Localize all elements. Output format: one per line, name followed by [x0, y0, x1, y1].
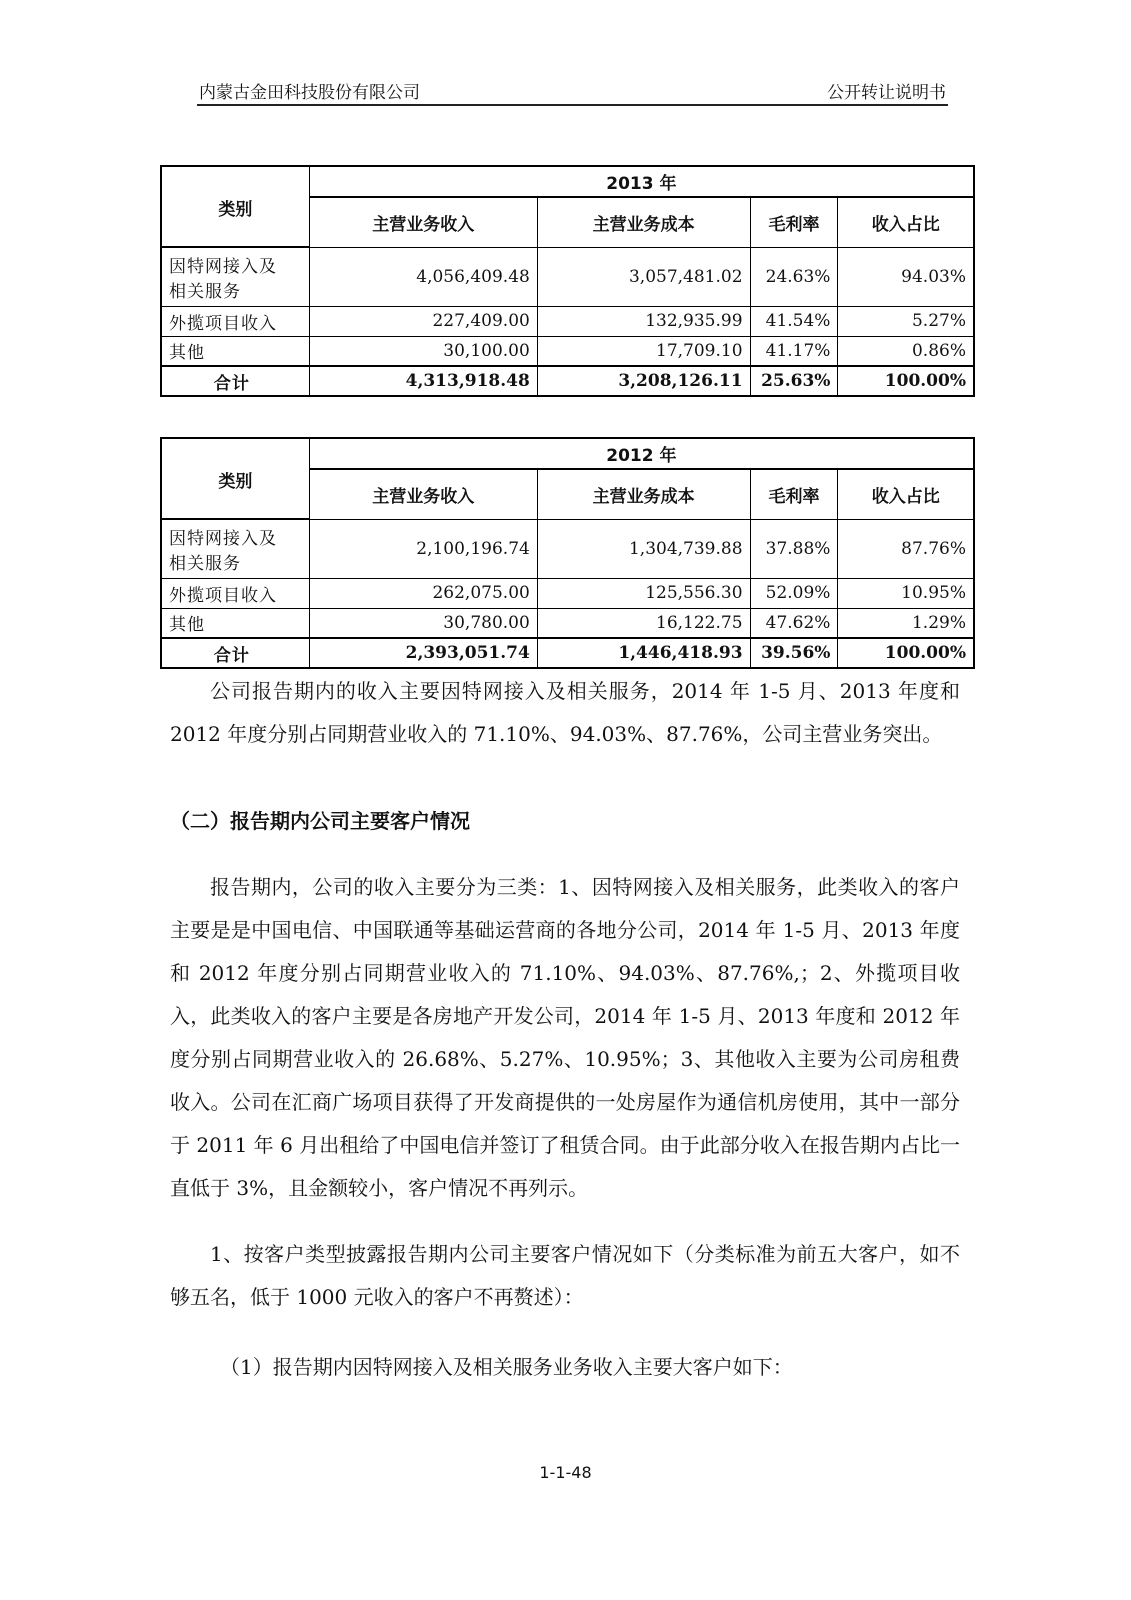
total-margin: 25.63% [750, 366, 838, 396]
col-cost-header: 主营业务成本 [537, 469, 750, 519]
revenue-table-2013 [160, 165, 975, 397]
share-cell: 10.95% [838, 578, 974, 608]
revenue-cell: 227,409.00 [309, 306, 537, 336]
row-label-line1: 因特网接入及 [169, 528, 277, 549]
margin-cell: 41.17% [750, 336, 838, 366]
col-revenue-header: 主营业务收入 [309, 469, 537, 519]
revenue-cell: 30,100.00 [309, 336, 537, 366]
total-row [161, 638, 974, 668]
page-header [197, 76, 948, 106]
table-row [161, 336, 974, 366]
margin-cell: 52.09% [750, 578, 838, 608]
total-share: 100.00% [838, 638, 974, 668]
share-cell: 0.86% [838, 336, 974, 366]
total-share: 100.00% [838, 366, 974, 396]
total-label: 合计 [161, 638, 309, 668]
share-cell: 87.76% [838, 519, 974, 578]
margin-cell: 37.88% [750, 519, 838, 578]
col-share-header: 收入占比 [838, 469, 974, 519]
total-margin: 39.56% [750, 638, 838, 668]
cost-cell: 16,122.75 [537, 608, 750, 638]
col-share-header: 收入占比 [838, 197, 974, 247]
revenue-cell: 30,780.00 [309, 608, 537, 638]
cost-cell: 132,935.99 [537, 306, 750, 336]
page-number: 1-1-48 [539, 1463, 592, 1482]
category-header: 类别 [161, 438, 309, 519]
row-label: 其他 [161, 608, 309, 638]
total-cost: 3,208,126.11 [537, 366, 750, 396]
row-label: 外揽项目收入 [161, 306, 309, 336]
row-label-line2: 相关服务 [169, 281, 241, 302]
cost-cell: 3,057,481.02 [537, 247, 750, 306]
revenue-cell: 262,075.00 [309, 578, 537, 608]
table-row [161, 608, 974, 638]
disclosure-paragraph [170, 1233, 960, 1319]
document-type: 公开转让说明书 [827, 83, 946, 103]
margin-cell: 47.62% [750, 608, 838, 638]
cost-cell: 1,304,739.88 [537, 519, 750, 578]
cost-cell: 125,556.30 [537, 578, 750, 608]
paragraph-text: 公司报告期内的收入主要因特网接入及相关服务，2014 年 1-5 月、2013 年度和 2012 年度分别占同期营业收入的 71.10%、94.03%、87.76%，公司主营业务突出。 [170, 679, 960, 746]
revenue-table-2012 [160, 437, 975, 669]
row-label [161, 519, 309, 578]
total-revenue: 2,393,051.74 [309, 638, 537, 668]
revenue-cell: 2,100,196.74 [309, 519, 537, 578]
table-row [161, 578, 974, 608]
total-cost: 1,446,418.93 [537, 638, 750, 668]
paragraph-text: 1、按客户类型披露报告期内公司主要客户情况如下（分类标准为前五大客户，如不够五名，低于 1000 元收入的客户不再赘述）： [170, 1242, 960, 1309]
summary-paragraph [170, 670, 960, 756]
revenue-cell: 4,056,409.48 [309, 247, 537, 306]
subsection-paragraph [170, 1346, 960, 1389]
year-header: 2012 年 [309, 438, 974, 469]
share-cell: 5.27% [838, 306, 974, 336]
table-row [161, 247, 974, 306]
row-label: 外揽项目收入 [161, 578, 309, 608]
row-label [161, 247, 309, 306]
share-cell: 1.29% [838, 608, 974, 638]
col-margin-header: 毛利率 [750, 469, 838, 519]
year-header: 2013 年 [309, 166, 974, 197]
total-row [161, 366, 974, 396]
table-row [161, 306, 974, 336]
row-label-line1: 因特网接入及 [169, 256, 277, 277]
row-label: 其他 [161, 336, 309, 366]
col-revenue-header: 主营业务收入 [309, 197, 537, 247]
customer-paragraph [170, 866, 960, 1210]
margin-cell: 41.54% [750, 306, 838, 336]
col-margin-header: 毛利率 [750, 197, 838, 247]
margin-cell: 24.63% [750, 247, 838, 306]
table-row [161, 519, 974, 578]
section-title: （二）报告期内公司主要客户情况 [170, 809, 470, 833]
paragraph-text: 报告期内，公司的收入主要分为三类：1、因特网接入及相关服务，此类收入的客户主要是是中国电信、中国联通等基础运营商的各地分公司，2014 年 1-5 月、2013 年度和 2012 年度分别占同期营业收入的 71.10%、94.03%、87.76%,；2、外揽项目收入，此类收入的客户主要是各房地产开发公司，2014 年 1-5 月、2013 年度和 2012 年度分别占同期营业收入的 26.68%、5.27%、10.95%；3、其他收入主要为公司房租费收入。公司在汇商广场项目获得了开发商提供的一处房屋作为通信机房使用，其中一部分于 2011 年 6 月出租给了中国电信并签订了租赁合同。由于此部分收入在报告期内占比一直低于 3%，且金额较小，客户情况不再列示。 [170, 875, 960, 1200]
col-cost-header: 主营业务成本 [537, 197, 750, 247]
total-revenue: 4,313,918.48 [309, 366, 537, 396]
paragraph-text: （1）报告期内因特网接入及相关服务业务收入主要大客户如下： [220, 1355, 793, 1379]
share-cell: 94.03% [838, 247, 974, 306]
cost-cell: 17,709.10 [537, 336, 750, 366]
category-header: 类别 [161, 166, 309, 247]
total-label: 合计 [161, 366, 309, 396]
company-name: 内蒙古金田科技股份有限公司 [199, 83, 420, 103]
row-label-line2: 相关服务 [169, 553, 241, 574]
